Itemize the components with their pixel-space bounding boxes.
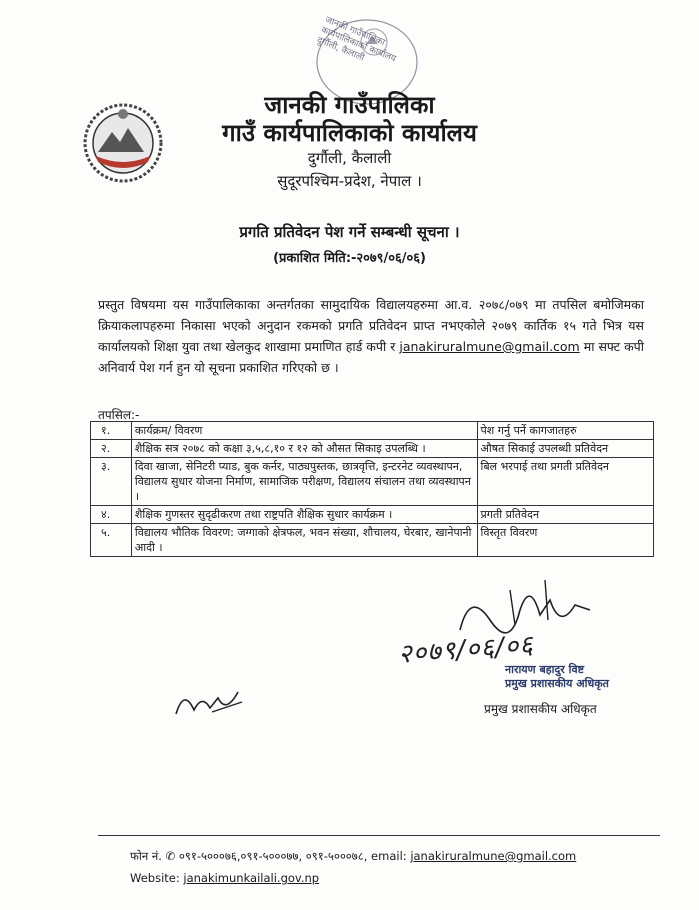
header-activity: कार्यक्रम/ विवरण (131, 422, 477, 440)
website-label: Website: (130, 871, 184, 885)
signer-name: नारायण बहादुर विष्ट (505, 663, 584, 676)
row-activity: दिवा खाजा, सेनिटरी प्याड, बुक कर्नर, पाठ्यपुस्तक, छात्रवृत्ति, इन्टरनेट व्यवस्थापन, विद्यालय सुधार योजना निर्माण, सामाजिक परीक्षण, विद्यालय संचालन तथा व्यवस्थापन । (131, 458, 477, 506)
phone-numbers: ०९१-५०००७६,०९१-५०००७७, ०९१-५०००७८ (178, 849, 364, 863)
body-email-link[interactable]: janakiruralmune@gmail.com (399, 339, 580, 354)
table-row (91, 506, 654, 524)
office-address: दुर्गौली, कैलाली (307, 149, 392, 167)
row-documents: औषत सिकाई उपलब्धी प्रतिवेदन (477, 440, 653, 458)
signer-stamp-title: प्रमुख प्रशासकीय अधिकृत (505, 677, 609, 690)
row-sn: ३. (91, 458, 132, 506)
details-table (90, 421, 654, 557)
email-label: , email: (363, 849, 411, 863)
website-link[interactable]: janakimunkailali.gov.np (183, 871, 320, 885)
stamp-text: जानकी गाउँपालिका कार्यपालिकाको कार्यालय दुर्गौली, कैलाली (315, 15, 398, 65)
row-sn: २. (91, 440, 132, 458)
initials-scribble (172, 684, 252, 728)
row-activity: शैक्षिक सत्र २०७८ को कक्षा ३,५,८,१० र १२ को औसत सिकाइ उपलब्धि । (131, 440, 477, 458)
notice-body-part2: मा सफ्ट कपी अनिवार्य पेश गर्न हुन यो सूचना प्रकाशित गरिएको छ । (98, 339, 645, 375)
header-documents: पेश गर्नु पर्ने कागजातहरु (477, 422, 653, 440)
header-sn: १. (91, 422, 132, 440)
notice-body (98, 294, 644, 378)
row-documents: बिल भरपाई तथा प्रगती प्रतिवेदन (477, 458, 653, 506)
notice-title: प्रगति प्रतिवेदन पेश गर्ने सम्बन्धी सूचना । (239, 223, 460, 241)
table-header-row (91, 422, 654, 440)
office-province: सुदूरपश्चिम-प्रदेश, नेपाल । (277, 172, 422, 190)
row-activity: शैक्षिक गुणस्तर सुदृढीकरण तथा राष्ट्रपति शैक्षिक सुधार कार्यक्रम । (131, 506, 477, 524)
office-name: जानकी गाउँपालिका (264, 91, 435, 119)
row-activity: विद्यालय भौतिक विवरण: जग्गाको क्षेत्रफल, भवन संख्या, शौचालय, घेरबार, खानेपानी आदी । (131, 524, 477, 557)
table-row (91, 524, 654, 557)
phone-label: फोन नं. ✆ (130, 849, 179, 863)
signer-title: प्रमुख प्रशासकीय अधिकृत (484, 702, 597, 716)
footer-email-link[interactable]: janakiruralmune@gmail.com (410, 849, 577, 863)
row-sn: ५. (91, 524, 132, 557)
table-row (91, 458, 654, 506)
office-type: गाउँ कार्यपालिकाको कार्यालय (222, 119, 477, 147)
footer-website (130, 871, 319, 885)
notice-body-part1: प्रस्तुत विषयमा यस गाउँपालिकाका अन्तर्गतका सामुदायिक विद्यालयहरुमा आ.व. २०७८/०७९ मा तपसिल बमोजिमका क्रियाकलापहरुमा निकासा भएको अनुदान रकमको प्रगति प्रतिवेदन प्राप्त नभएकोले २०७९ कार्तिक १५ गते भित्र यस कार्यालयको शिक्षा युवा तथा खेलकुद शाखामा प्रमाणित हार्ड कपी र (98, 297, 644, 354)
row-documents: विस्तृत विवरण (477, 524, 653, 557)
footer-contact (130, 849, 576, 864)
notice-published-date: (प्रकाशित मिति:-२०७९/०६/०६) (273, 251, 426, 266)
row-sn: ४. (91, 506, 132, 524)
signature-date: २०७९/०६/०६ (397, 630, 535, 670)
details-label: तपसिल:- (98, 408, 140, 422)
footer-divider (98, 835, 660, 836)
table-row (91, 440, 654, 458)
row-documents: प्रगती प्रतिवेदन (477, 506, 653, 524)
